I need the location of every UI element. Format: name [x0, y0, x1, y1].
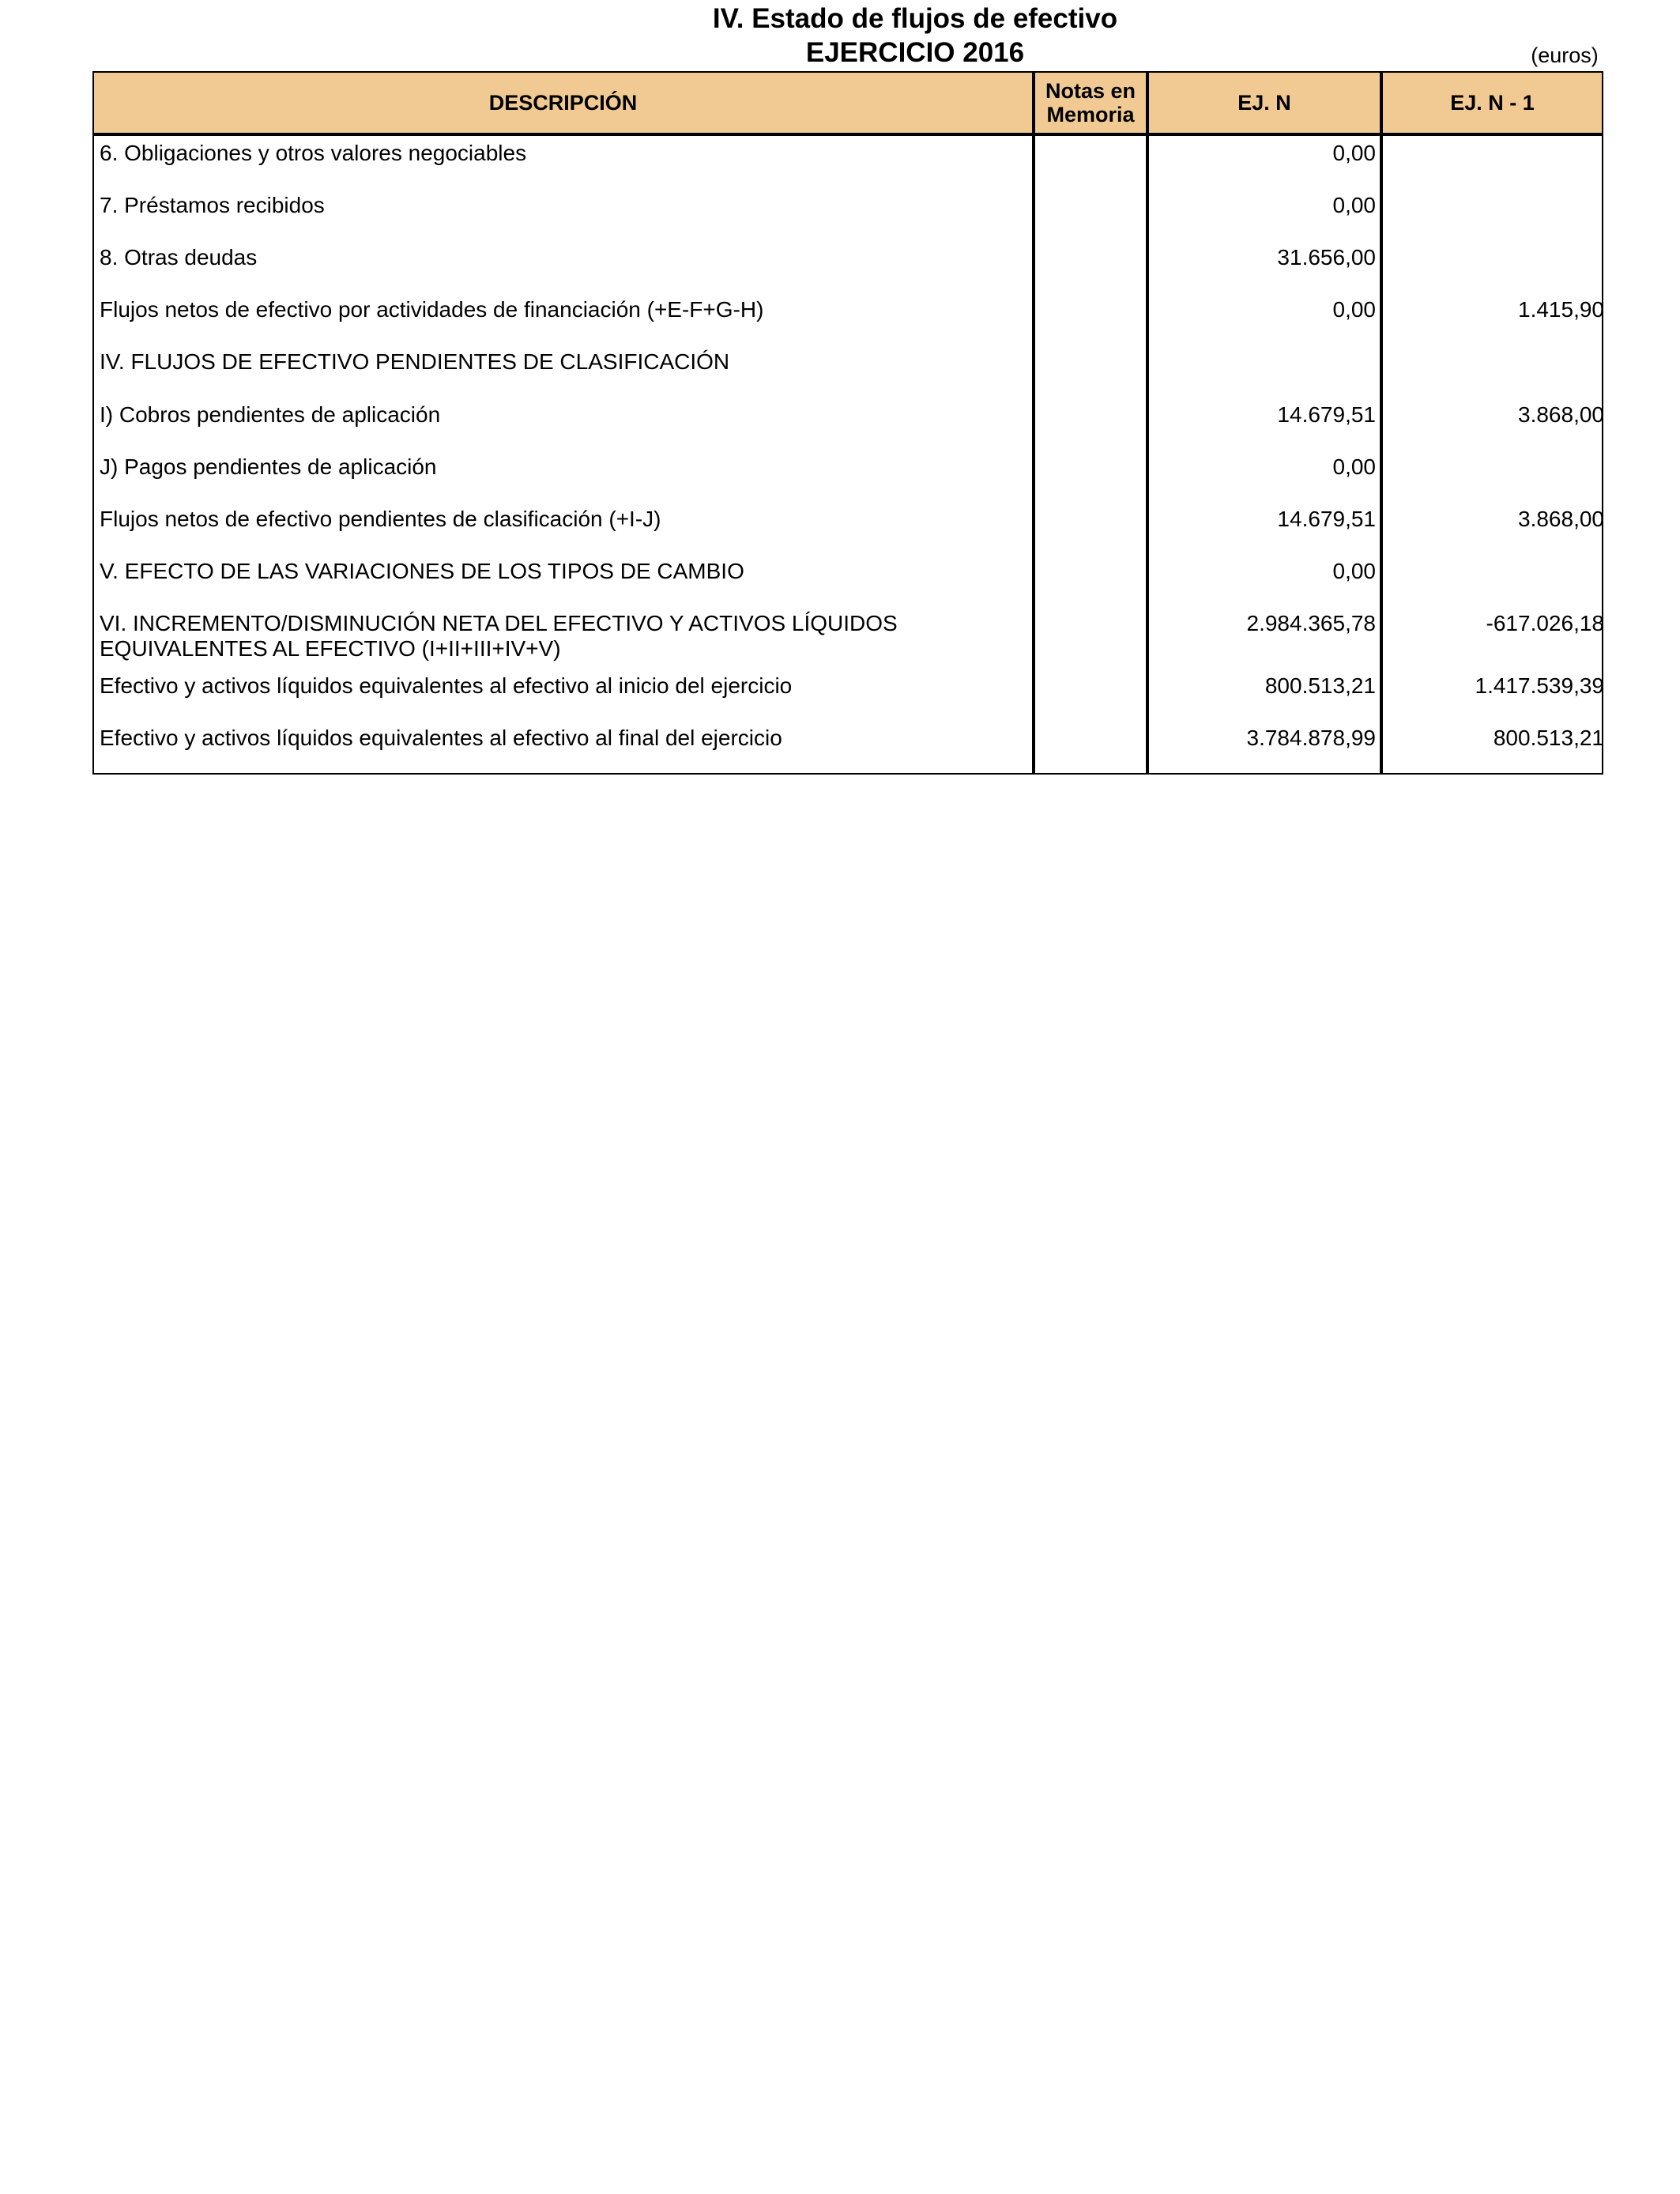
row-value-n1: 1.415,90	[1518, 297, 1604, 322]
row-description: 8. Otras deudas	[100, 245, 258, 270]
row-value-n: 0,00	[1332, 141, 1376, 165]
row-value-n1: -617.026,18	[1486, 611, 1604, 635]
row-value-n: 31.656,00	[1277, 245, 1376, 270]
row-value-n: 0,00	[1332, 297, 1376, 322]
row-description: Efectivo y activos líquidos equivalentes al efectivo al final del ejercicio	[100, 726, 782, 750]
report-subtitle: EJERCICIO 2016	[805, 37, 1025, 68]
row-description: Flujos netos de efectivo pendientes de clasificación (+I-J)	[100, 507, 661, 531]
column-header-notes-line2: Memoria	[1046, 103, 1135, 126]
row-description: 7. Préstamos recibidos	[100, 193, 325, 217]
row-value-n1: 800.513,21	[1493, 726, 1604, 750]
row-description: IV. FLUJOS DE EFECTIVO PENDIENTES DE CLASIFICACIÓN	[100, 349, 730, 374]
row-description: V. EFECTO DE LAS VARIACIONES DE LOS TIPOS DE CAMBIO	[100, 559, 744, 583]
row-value-n: 0,00	[1332, 454, 1376, 479]
row-value-n: 0,00	[1332, 193, 1376, 217]
row-value-n: 0,00	[1332, 559, 1376, 583]
row-value-n: 2.984.365,78	[1246, 611, 1376, 635]
column-divider	[1032, 71, 1035, 775]
row-value-n1: 3.868,00	[1518, 507, 1604, 531]
row-description	[100, 611, 898, 662]
header-divider	[92, 133, 1603, 136]
row-description-line2: EQUIVALENTES AL EFECTIVO (I+II+III+IV+V)	[100, 636, 561, 661]
row-value-n: 3.784.878,99	[1246, 726, 1376, 750]
row-description-line1: VI. INCREMENTO/DISMINUCIÓN NETA DEL EFECTIVO Y ACTIVOS LÍQUIDOS	[100, 611, 898, 635]
column-header-description: DESCRIPCIÓN	[488, 91, 638, 115]
row-value-n: 800.513,21	[1264, 673, 1376, 698]
row-value-n1: 1.417.539,39	[1475, 673, 1604, 698]
row-value-n: 14.679,51	[1277, 507, 1376, 531]
row-description: I) Cobros pendientes de aplicación	[100, 402, 441, 427]
row-value-n1: 3.868,00	[1518, 402, 1604, 427]
row-description: Efectivo y activos líquidos equivalentes al efectivo al inicio del ejercicio	[100, 673, 793, 698]
row-description: J) Pagos pendientes de aplicación	[100, 454, 437, 479]
row-description: Flujos netos de efectivo por actividades de financiación (+E-F+G-H)	[100, 297, 764, 322]
row-description: 6. Obligaciones y otros valores negociables	[100, 141, 527, 165]
column-header-notes	[1035, 73, 1146, 133]
row-value-n: 14.679,51	[1277, 402, 1376, 427]
column-header-year-n1: EJ. N - 1	[1450, 91, 1535, 115]
units-label: (euros)	[1531, 43, 1599, 67]
report-title: IV. Estado de flujos de efectivo	[712, 3, 1118, 34]
column-header-notes-line1: Notas en	[1045, 79, 1136, 103]
column-header-year-n: EJ. N	[1237, 91, 1291, 115]
